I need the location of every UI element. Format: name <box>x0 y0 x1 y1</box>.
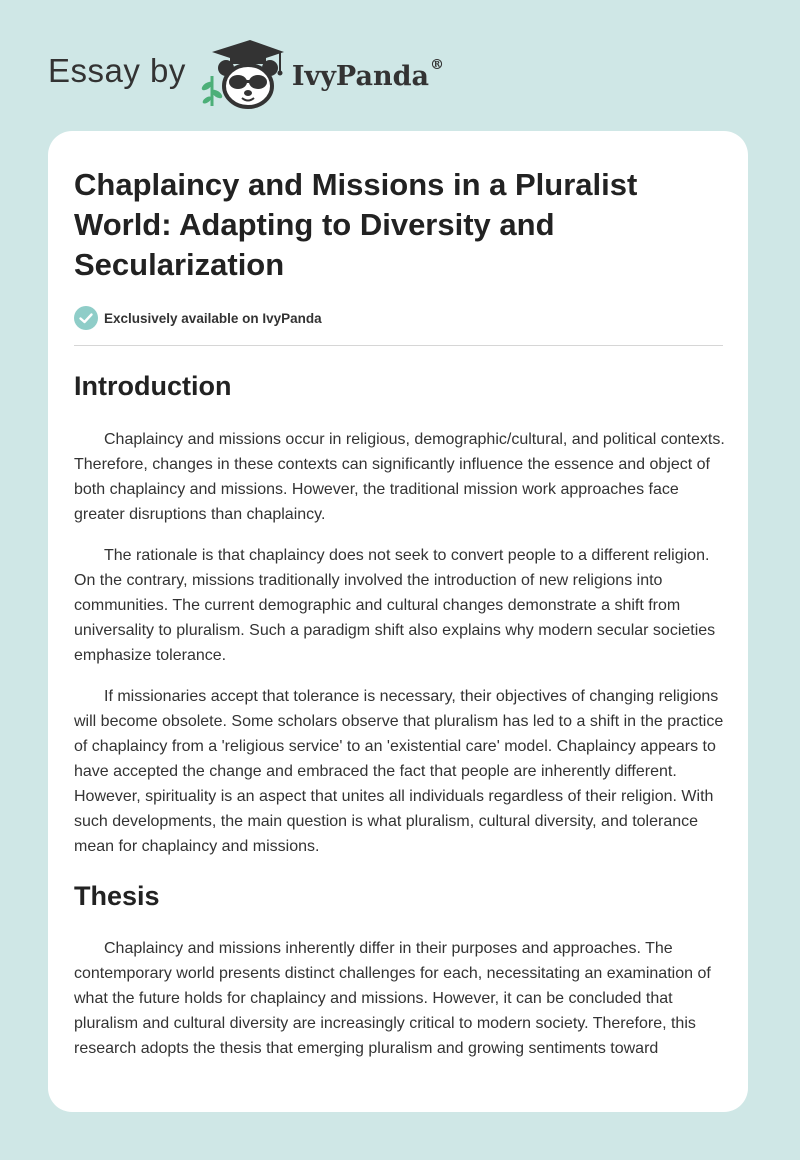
intro-paragraph-2: The rationale is that chaplaincy does not seek to convert people to a different religion. On the contrary, missions traditionally involved the introduction of new religions into communities. The current demographic and cultural changes demonstrate a shift from universality to pluralism. Such a paradigm shift also explains why modern secular societies emphasize tolerance. <box>74 547 716 664</box>
thesis-paragraph-1: Chaplaincy and missions inherently differ in their purposes and approaches. The contemporary world presents distinct challenges for each, necessitating an examination of what the future holds for chaplaincy and missions. However, it can be concluded that pluralism and cultural diversity are increasingly critical to modern society. Therefore, this research adopts the thesis that emerging pluralism and growing sentiments toward <box>74 940 711 1057</box>
registered-mark: ® <box>429 56 444 73</box>
essay-card <box>48 131 748 1112</box>
exclusive-label: Exclusively available on IvyPanda <box>104 310 322 326</box>
essay-by-label: Essay by <box>48 52 186 89</box>
check-circle-icon <box>74 306 98 330</box>
intro-paragraph-3: If missionaries accept that tolerance is necessary, their objectives of changing religions will become obsolete. Some scholars observe that pluralism has led to a shift in the practice of chaplaincy from a 'religious service' to an 'existential care' model. Chaplaincy appears to have accepted the change and embraced the fact that people are inherently different. However, spirituality is an aspect that unites all individuals regardless of their religion. With such developments, the main question is what pluralism, cultural diversity, and tolerance mean for chaplaincy and missions. <box>74 688 724 855</box>
section-heading-thesis: Thesis <box>74 881 160 911</box>
exclusive-badge <box>74 306 322 330</box>
essay-title: Chaplaincy and Missions in a Pluralist World: Adapting to Diversity and Secularization <box>74 167 638 282</box>
title-divider <box>74 345 723 346</box>
section-heading-introduction: Introduction <box>74 371 232 401</box>
brand-text: IvyPanda <box>291 60 429 92</box>
brand-name <box>291 56 444 92</box>
panda-logo-icon <box>200 38 286 110</box>
site-header <box>48 36 444 112</box>
intro-paragraph-1: Chaplaincy and missions occur in religious, demographic/cultural, and political contexts. Therefore, changes in these contexts can significantly influence the essence and object of both chaplaincy and missions. However, the traditional mission work approaches face greater disruptions than chaplaincy. <box>74 431 725 523</box>
